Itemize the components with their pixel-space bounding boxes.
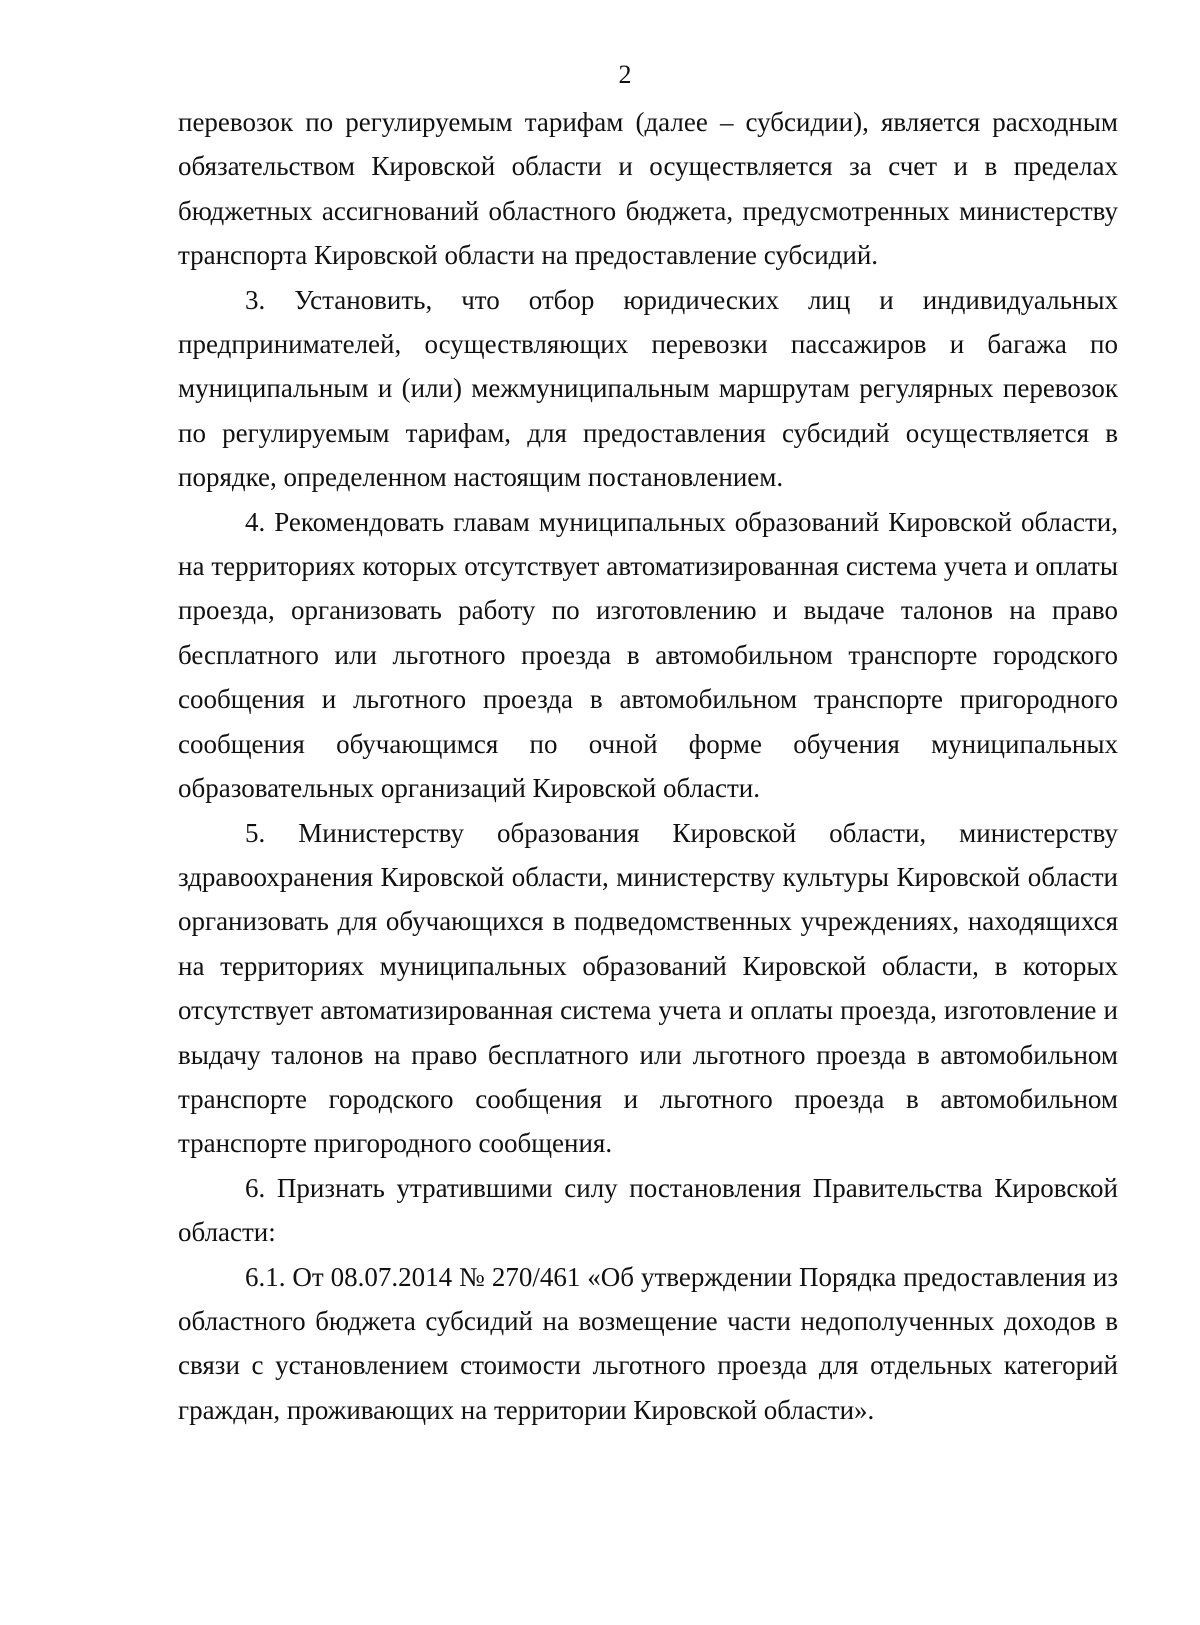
paragraph-item-6-1: 6.1. От 08.07.2014 № 270/461 «Об утверждении Порядка предоставления из областного бюджета субсидий на возмещение части недополученных доходов в связи с установлением стоимости льготного проезда для отдельных категорий граждан, проживающих на территории Кировской области». (178, 1261, 1118, 1425)
paragraph-item-3: 3. Установить, что отбор юридических лиц и индивидуальных предпринимателей, осуществляющих перевозки пассажиров и багажа по муниципальным и (или) межмуниципальным маршрутам регулярных перевозок по регулируемым тарифам, для предоставления субсидий осуществляется в порядке, определенном настоящим постановлением. (178, 284, 1118, 493)
paragraph-item-5: 5. Министерству образования Кировской области, министерству здравоохранения Кировской области, министерству культуры Кировской области организовать для обучающихся в подведомственных учреждениях, находящихся на территориях муниципальных образований Кировской области, в которых отсутствует автоматизированная система учета и оплаты проезда, изготовление и выдачу талонов на право бесплатного или льготного проезда в автомобильном транспорте городского сообщения и льготного проезда в автомобильном транспорте пригородного сообщения. (178, 817, 1118, 1159)
paragraph-item-4: 4. Рекомендовать главам муниципальных образований Кировской области, на территориях которых отсутствует автоматизированная система учета и оплаты проезда, организовать работу по изготовлению и выдаче талонов на право бесплатного или льготного проезда в автомобильном транспорте городского сообщения и льготного проезда в автомобильном транспорте пригородного сообщения обучающимся по очной форме обучения муниципальных образовательных организаций Кировской области. (178, 506, 1118, 804)
document-body (178, 100, 1118, 1432)
paragraph-continuation: перевозок по регулируемым тарифам (далее – субсидии), является расходным обязательством Кировской области и осуществляется за счет и в пределах бюджетных ассигнований областного бюджета, предусмотренных министерству транспорта Кировской области на предоставление субсидий. (178, 107, 1118, 271)
paragraph-item-6: 6. Признать утратившими силу постановления Правительства Кировской области: (178, 1172, 1118, 1248)
page-number: 2 (618, 60, 632, 89)
